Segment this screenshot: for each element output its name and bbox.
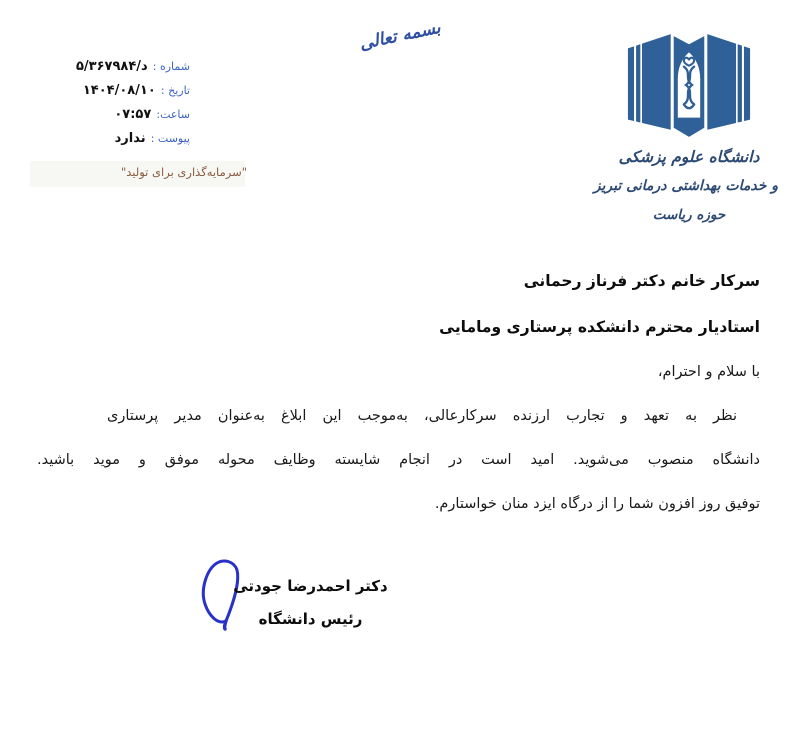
meta-date-row — [30, 78, 190, 102]
meta-time-value: ۰۷:۵۷ — [114, 107, 152, 122]
meta-attachment-row — [30, 126, 190, 150]
meta-time-label: ساعت: — [156, 108, 190, 121]
body-line-3: توفیق روز افزون شما را از درگاه ایزد منان خواستارم. — [434, 496, 760, 512]
university-logo-icon — [621, 28, 757, 142]
meta-attachment-label: پیوست : — [150, 132, 190, 145]
letterhead-org-line1: دانشگاه علوم پزشکی — [618, 148, 760, 166]
body-line-1: نظر به تعهد و تجارب ارزنده سرکارعالی، به‌موجب این ابلاغ به‌عنوان مدیر پرستاری — [107, 408, 737, 424]
signatory-name: دکتر احمدرضا جودتی — [233, 577, 388, 595]
meta-number-value: ۵/د/۳۶۷۹۸۴ — [75, 59, 148, 74]
signature-block — [218, 570, 403, 636]
meta-number-row — [30, 54, 190, 78]
meta-number-label: شماره : — [152, 60, 190, 73]
bismillah-text: بسمه تعالی — [357, 17, 443, 55]
meta-time-row — [30, 102, 190, 126]
year-slogan: "سرمایه‌گذاری برای تولید" — [120, 165, 247, 179]
recipient-name-line: سرکار خانم دکتر فرناز رحمانی — [523, 272, 760, 290]
meta-date-value: ۱۴۰۴/۰۸/۱۰ — [82, 83, 156, 98]
letterhead-org-line3: حوزه ریاست — [652, 207, 726, 223]
body-line-2: دانشگاه منصوب می‌شوید. امید است در انجام شایسته وظایف محوله موفق و موید باشید. — [37, 452, 760, 468]
salutation-text: با سلام و احترام، — [657, 364, 760, 380]
letterhead-org-line2: و خدمات بهداشتی درمانی تبریز — [593, 178, 778, 194]
meta-date-label: تاریخ : — [160, 84, 190, 97]
letter-meta-block — [30, 54, 190, 150]
recipient-title-line: استادیار محترم دانشکده پرستاری ومامایی — [439, 318, 760, 336]
signatory-title: رئیس دانشگاه — [258, 610, 363, 628]
letterhead-block — [593, 28, 778, 228]
meta-attachment-value: ندارد — [114, 131, 146, 146]
